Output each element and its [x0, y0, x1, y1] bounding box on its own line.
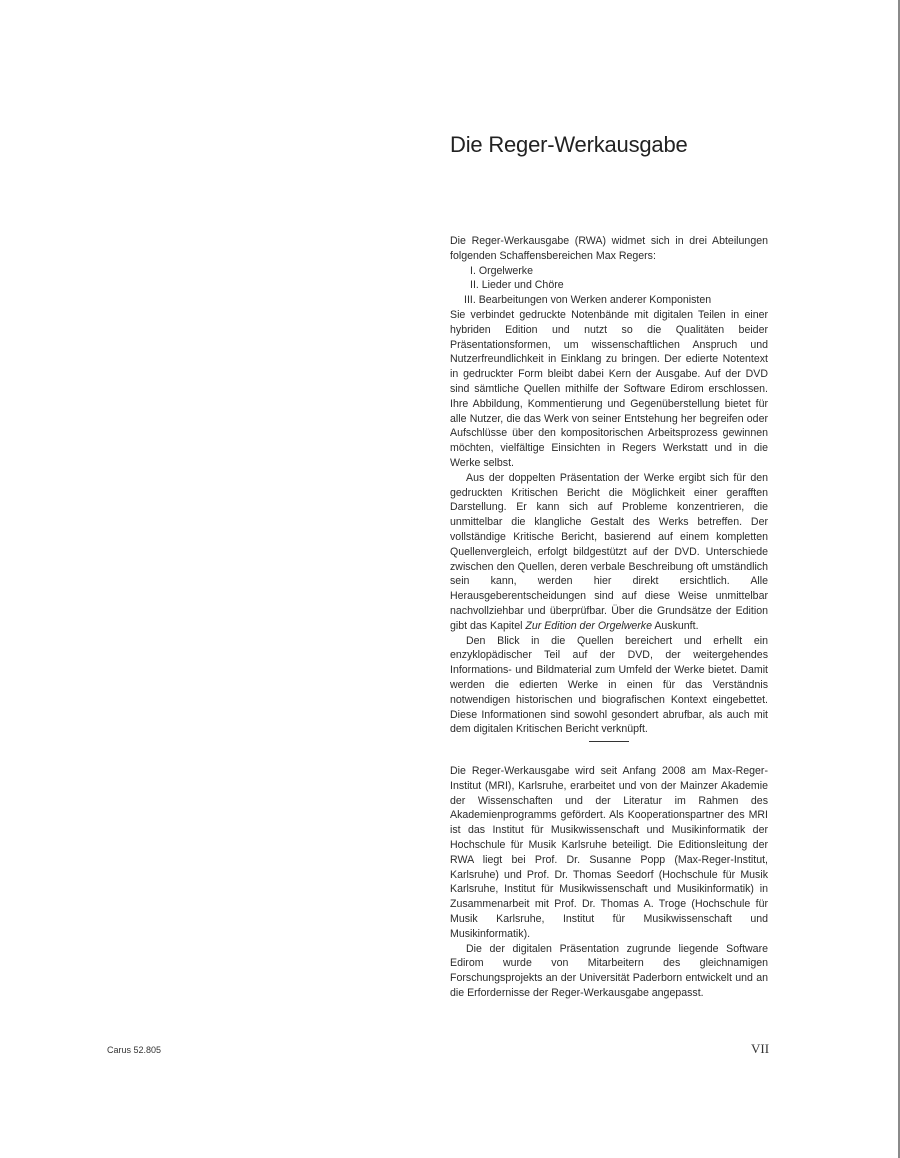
page-title: Die Reger-Werkausgabe [450, 132, 688, 157]
division-item: II. Lieder und Chöre [470, 279, 564, 292]
paragraph-software: Die der digitalen Präsentation zugrunde liegende Software Edirom wurde von Mitarbeitern des gleichnamigen Forschungsprojekts an der Universität Paderborn entwickelt und an die Erfordernisse der Reger-Werkausgabe angepasst. [450, 942, 768, 999]
credits-section [450, 764, 768, 1001]
catalog-number: Carus 52.805 [107, 1045, 162, 1055]
intro-lead: Die Reger-Werkausgabe (RWA) widmet sich in drei Abteilungen folgenden Schaffensbereichen Max Regers: [450, 235, 768, 262]
paragraph-encyclopedic: Den Blick in die Quellen bereichert und erhellt ein enzyklopädischer Teil auf der DVD, der weitergehendes Informations- und Bildmaterial zum Umfeld der Werke bietet. Damit werden die edierten Werke in einen für das Verständnis notwendigen historischen und biografischen Kontext eingebettet. Diese Informationen sind sowohl gesondert abrufbar, als auch mit dem digitalen Kritischen Bericht verknüpft. [450, 634, 768, 736]
page-number: VII [751, 1041, 770, 1056]
paragraph-text: Aus der doppelten Präsentation der Werke ergibt sich für den gedruckten Kritischen Bericht die Möglichkeit einer gerafften Darstellung. Er kann sich auf Probleme konzentrieren, die unmittelbar die klangliche Gestalt des Werks betreffen. Der vollständige Kritische Bericht, basierend auf einem kompletten Quellenvergleich, erfolgt bildgestützt auf der DVD. Unterschiede zwischen den Quellen, deren verbale Beschreibung oft umständlich sein kann, werden hier direkt ersichtlich. Alle Herausgeberentscheidungen sind auf diese Weise unmittelbar nachvollziehbar und überprüfbar. Über die Grundsätze der Edition gibt das Kapitel [450, 471, 768, 632]
chapter-reference: Zur Edition der Orgelwerke [525, 619, 652, 632]
paragraph-text-end: Auskunft. [651, 619, 699, 632]
section-divider [589, 741, 629, 742]
divisions-list [450, 264, 768, 308]
intro-section [450, 234, 768, 737]
paragraph-funding: Die Reger-Werkausgabe wird seit Anfang 2008 am Max-Reger-Institut (MRI), Karlsruhe, erarbeitet und von der Mainzer Akademie der Wissenschaften und der Literatur im Rahmen des Akademienprogramms gefördert. Als Kooperationspartner des MRI ist das Institut für Musikwissenschaft und Musikinformatik der Hochschule für Musik Karlsruhe beteiligt. Die Editionsleitung der RWA liegt bei Prof. Dr. Susanne Popp (Max-Reger-Institut, Karlsruhe) und Prof. Dr. Thomas Seedorf (Hochschule für Musik Karlsruhe, Institut für Musikwissenschaft und Musikinformatik) in Zusammenarbeit mit Prof. Dr. Thomas A. Troge (Hochschule für Musik Karlsruhe, Institut für Musikwissenschaft und Musikinformatik). [450, 765, 768, 940]
paragraph-critical-report [450, 471, 768, 634]
paragraph-hybrid-edition: Sie verbindet gedruckte Notenbände mit digitalen Teilen in einer hybriden Edition und nutzt so die Qualitäten beider Präsentationsformen, um wissenschaftlichen Anspruch und Nutzerfreundlichkeit in Einklang zu bringen. Der edierte Notentext in gedruckter Form bleibt dabei Kern der Ausgabe. Auf der DVD sind sämtliche Quellen mithilfe der Software Edirom erschlossen. Ihre Abbildung, Kommentierung und Gegenüberstellung bietet für alle Nutzer, die das Werk von seiner Entstehung her begreifen oder Aufschlüsse über den kompositorischen Arbeitsprozess gewinnen möchten, vielfältige Einsichten in Regers Werkstatt und in die Werke selbst. [450, 308, 768, 469]
division-item: I. Orgelwerke [470, 264, 533, 277]
division-item: III. Bearbeitungen von Werken anderer Komponisten [464, 294, 712, 307]
